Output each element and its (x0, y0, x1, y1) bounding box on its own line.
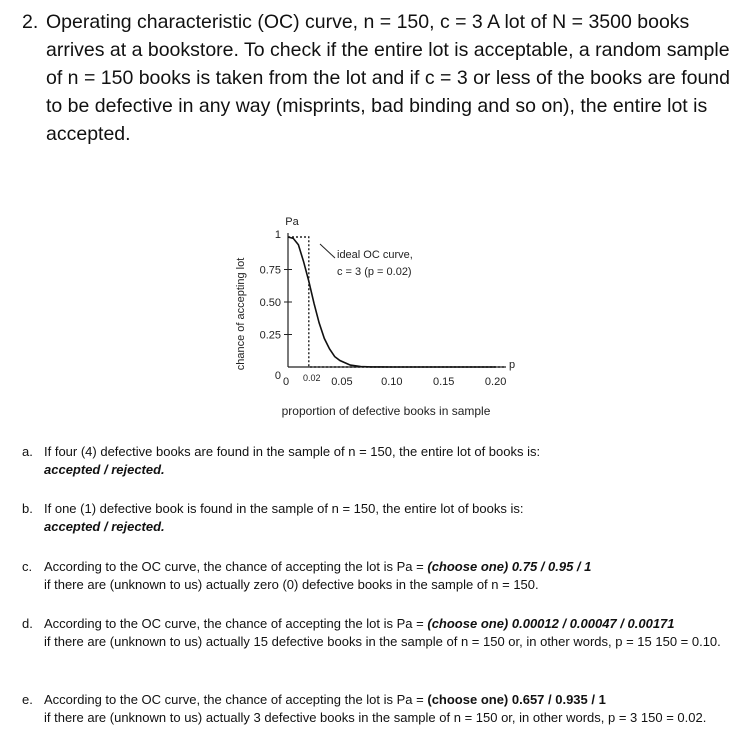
question-text: According to the OC curve, the chance of accepting the lot is Pa = (44, 616, 428, 631)
question-condition: if there are (unknown to us) actually 3 defective books in the sample of n = 150 or, in other words, p = 3 150 = 0.02. (44, 710, 707, 725)
problem-statement (22, 8, 737, 148)
y-axis-top-label: Pa (285, 216, 299, 228)
question-text: If one (1) defective book is found in the sample of n = 150, the entire lot of books is: (44, 501, 524, 516)
answer-choices[interactable]: accepted / rejected. (44, 462, 165, 477)
x-tick-label: 0.02 (302, 373, 321, 383)
annotation-pointer (320, 244, 335, 258)
question-label: a. (22, 444, 33, 459)
question-text: If four (4) defective books are found in the sample of n = 150, the entire lot of books is: (44, 444, 541, 459)
y-tick-label: 0.75 (259, 264, 281, 277)
annotation-line-1: ideal OC curve, (337, 249, 413, 261)
question-label: e. (22, 692, 33, 707)
y-tick-label: 0.50 (259, 297, 281, 309)
y-tick-label: 0.25 (259, 329, 281, 342)
x-tick-label: 0.20 (484, 376, 507, 388)
question-condition: if there are (unknown to us) actually zero (0) defective books in the sample of n = 150. (44, 577, 539, 592)
question-b (22, 500, 742, 536)
answer-choices[interactable]: (choose one) 0.657 / 0.935 / 1 (427, 692, 606, 707)
x-tick-label: 0.15 (433, 376, 455, 388)
annotation-line-2: c = 3 (p = 0.02) (337, 266, 412, 278)
question-d (22, 615, 742, 651)
question-text: According to the OC curve, the chance of accepting the lot is Pa = (44, 559, 428, 574)
x-tick-label: 0.05 (331, 376, 353, 388)
y-tick-label: 0 (274, 370, 281, 382)
oc-curve-chart (228, 206, 518, 424)
answer-choices[interactable]: accepted / rejected. (44, 519, 165, 534)
y-tick-label: 1 (274, 229, 281, 241)
question-label: b. (22, 501, 33, 516)
problem-text: Operating characteristic (OC) curve, n = 150, c = 3 A lot of N = 3500 books arrives at a bookstore. To check if the entire lot is acceptable, a random sample of n = 150 books is taken from the lot and if c = 3 or less of the books are found to be defective in any way (misprints, bad binding and so on), the entire lot is accepted. (46, 11, 730, 145)
question-c (22, 558, 742, 594)
answer-choices[interactable]: (choose one) 0.75 / 0.95 / 1 (427, 559, 592, 574)
question-e (22, 691, 742, 727)
x-tick-label: 0.10 (381, 376, 403, 388)
x-tick-label: 0 (282, 376, 290, 388)
x-axis-end-label: p (508, 359, 516, 371)
question-label: d. (22, 616, 33, 631)
question-label: c. (22, 559, 33, 574)
question-text: According to the OC curve, the chance of accepting the lot is Pa = (44, 692, 428, 707)
answer-choices[interactable]: (choose one) 0.00012 / 0.00047 / 0.00171 (427, 616, 675, 631)
problem-number: 2. (22, 11, 39, 33)
question-condition: if there are (unknown to us) actually 15 defective books in the sample of n = 150 or, in other words, p = 15 150 = 0.10. (44, 634, 721, 649)
question-a (22, 443, 742, 479)
x-axis-label: proportion of defective books in sample (281, 404, 491, 418)
y-axis-label: chance of accepting lot (235, 257, 247, 371)
